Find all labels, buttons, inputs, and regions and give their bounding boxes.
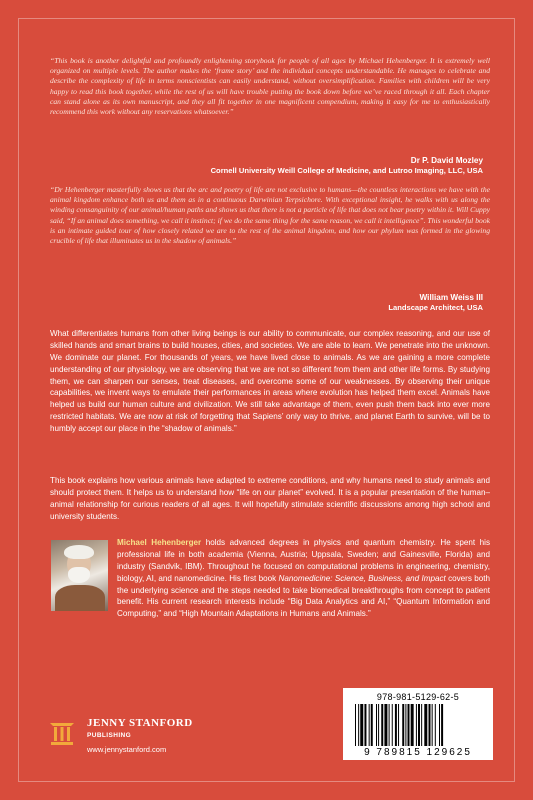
- reviewer-affiliation-2: Landscape Architect, USA: [388, 303, 483, 313]
- review-attribution-2: [388, 292, 483, 313]
- review-quote-2: “Dr Hehenberger masterfully shows us that the arc and poetry of life are not exclusive to humans—the countless interactions we have with the animal kingdom enhance both us and them as in a continuous Darwinian Terpsichore. With exceptional insight, he walks with us along the winding consanguinity of our animal/human paths and shows us that there is not a particle of life that does not bear poetry within it. Will Cuppy said, “If an animal does something, we call it instinct; if we do the same thing for the same reason, we call it intelligence”. This wonderful book is an intimate guided tour of how closely related we are to the rest of the animal kingdom, and how our phylum was formed in the glowing crucible of life that illuminates us in the shadow of animals.”: [50, 185, 490, 245]
- publisher-url[interactable]: www.jennystanford.com: [87, 745, 167, 754]
- reviewer-name-2: William Weiss III: [419, 293, 483, 302]
- publisher-name: JENNY STANFORD: [87, 717, 193, 729]
- reviewer-name-1: Dr P. David Mozley: [410, 156, 483, 165]
- author-name: Michael Hehenberger: [117, 538, 202, 547]
- review-quote-1: “This book is another delightful and profoundly enlightening storybook for people of all ages by Michael Hehenberger. It is extremely well organized on multiple levels. The author makes the ‘frame story’ and the individual concepts understandable. He manages to celebrate and describe the complexity of life in terms nonscientists can easily understand, without oversimplification. Families with children will be very happy to read this book together, while the rest of us will have trouble putting the book down before we’ve raced through it all. Each chapter can stand alone as its own manuscript, and they all fit together in one magnificent compendium, making it easy for me to enthusiastically recommend this work without any reservations whatsoever.”: [50, 56, 490, 116]
- isbn-barcode: [343, 688, 493, 760]
- author-bio: [117, 537, 490, 620]
- isbn-label: 978-981-5129-62-5: [376, 692, 460, 702]
- barcode-digits: 9 789815 129625: [364, 747, 472, 758]
- author-bio-text-b: covers both the underlying science and the steps needed to take biomedical breakthroughs from concept to patient benefit. His current research interests include “Big Data Analytics and AI,” “Quantum Information and Computing,” and “High Mountain Adaptations in Humans and Animals.”: [117, 573, 491, 619]
- barcode-bars: [355, 704, 481, 746]
- publisher-logo: [47, 715, 227, 765]
- review-attribution-1: [211, 155, 483, 176]
- description-paragraph-1: What differentiates humans from other living beings is our ability to communicate, our complex reasoning, and our use of skilled hands and smart brains to build houses, cities, and societies. We are able to learn. We penetrate into the unknown. We dominate our planet. For thousands of years, we have lived close to animals. As we are gaining a more complete understanding of our physiology, we are observing that we are not so different from them and other life forms. By studying them, we can sharpen our senses, treat diseases, and overcome some of our weaknesses. By observing their unique capabilities, we invent ways to emulate their performances in areas where evolution has helped them excel. Animals have helped us build our human culture and civilization. We still take advantage of them, even push them back into ever more restricted habitats. We are now at risk of forgetting that Sapiens’ only way to thrive, and planet Earth to survive, will be to humbly accept our place in the “shadow of animals.”: [50, 329, 490, 434]
- author-photo: [51, 540, 108, 611]
- author-bio-text-a: holds advanced degrees in physics and quantum chemistry. He spent his professional life in both academia (Vienna, Austria; Uppsala, Sweden; and Gainesville, Florida) and industry (Sandvik, IBM). Throughout he focused on computational problems in engineering, chemistry, biology, AI, and nanomedicine. His first book: [117, 538, 490, 583]
- reviewer-affiliation-1: Cornell University Weill College of Medicine, and Lutroo Imaging, LLC, USA: [210, 166, 483, 176]
- author-book-title: Nanomedicine: Science, Business, and Impact: [278, 573, 446, 583]
- publisher-subtitle: PUBLISHING: [87, 732, 132, 739]
- description-paragraph-2: This book explains how various animals have adapted to extreme conditions, and why humans need to study animals and should protect them. It helps us to understand how “life on our planet” evolved. It is a popular presentation of the human–animal relationship for curious readers of all ages. It will hopefully stimulate scientific discussions among high school and university students.: [50, 476, 490, 521]
- column-logo-icon: [47, 717, 77, 747]
